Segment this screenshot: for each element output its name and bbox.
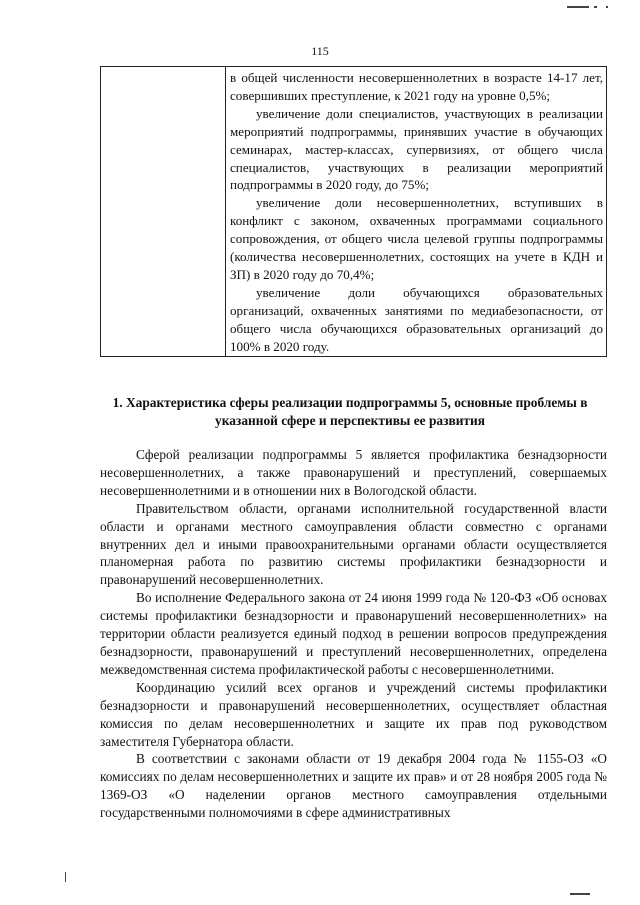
continuation-table	[100, 66, 607, 357]
body-paragraph: Сферой реализации подпрограммы 5 является профилактика безнадзорности несовершеннолетних, а также правонарушений и преступлений, совершаемых несовершеннолетними и в отношении них в Вологодской области.	[100, 447, 607, 498]
body-paragraph: В соответствии с законами области от 19 декабря 2004 года № 1155-ОЗ «О комиссиях по делам несовершеннолетних и защите их прав» и от 28 ноября 2005 года № 1369-ОЗ «О наделении органов местного самоуправления отдельными государственными полномочиями в сфере административных	[100, 751, 607, 821]
scan-artifact	[570, 893, 590, 895]
scan-artifact	[606, 6, 608, 8]
section-body	[100, 446, 607, 822]
table-paragraph: увеличение доли специалистов, участвующих в реализации мероприятий подпрограммы, принявших участие в обучающих семинарах, мастер-классах, супервизиях, от общего числа специалистов, участвующих в реализации мероприятий подпрограммы в 2020 году, до 75%;	[230, 105, 603, 193]
body-paragraph: Во исполнение Федерального закона от 24 июня 1999 года № 120-ФЗ «Об основах системы профилактики безнадзорности и правонарушений несовершеннолетних» на территории области реализуется единый подход в решении вопросов предупреждения безнадзорности, правонарушений и преступлений несовершеннолетних, определена межведомственная система профилактической работы с несовершеннолетними.	[100, 590, 607, 677]
scan-artifact	[567, 6, 589, 8]
body-paragraph: Правительством области, органами исполнительной государственной власти области и органами местного самоуправления области совместно с органами внутренних дел и иными правоохранительными органами области осуществляется планомерная работа по развитию системы профилактики безнадзорности и правонарушений несовершеннолетних.	[100, 500, 607, 588]
body-paragraph: Координацию усилий всех органов и учреждений системы профилактики безнадзорности и правонарушений несовершеннолетних, осуществляет областная комиссия по делам несовершеннолетних и защите их прав под руководством заместителя Губернатора области.	[100, 679, 607, 749]
scan-artifact	[594, 6, 597, 8]
table-paragraph: в общей численности несовершеннолетних в возрасте 14-17 лет, совершивших преступление, к 2021 году на уровне 0,5%;	[230, 70, 603, 103]
table-left-cell	[101, 67, 226, 357]
page-number: 115	[311, 44, 329, 58]
scan-artifact	[65, 872, 66, 882]
section-heading: 1. Характеристика сферы реализации подпрограммы 5, основные проблемы в указанной сфере и перспективы ее развития	[112, 395, 588, 428]
table-right-cell	[226, 67, 607, 357]
table-paragraph: увеличение доли несовершеннолетних, вступивших в конфликт с законом, охваченных программами социального сопровождения, от общего числа целевой группы подпрограммы (количества несовершеннолетних, состоящих на учете в КДН и ЗП) в 2020 году до 70,4%;	[230, 195, 603, 282]
table-paragraph: увеличение доли обучающихся образовательных организаций, охваченных занятиями по медиабезопасности, от общего числа обучающихся образовательных организаций до 100% в 2020 году.	[230, 284, 603, 354]
